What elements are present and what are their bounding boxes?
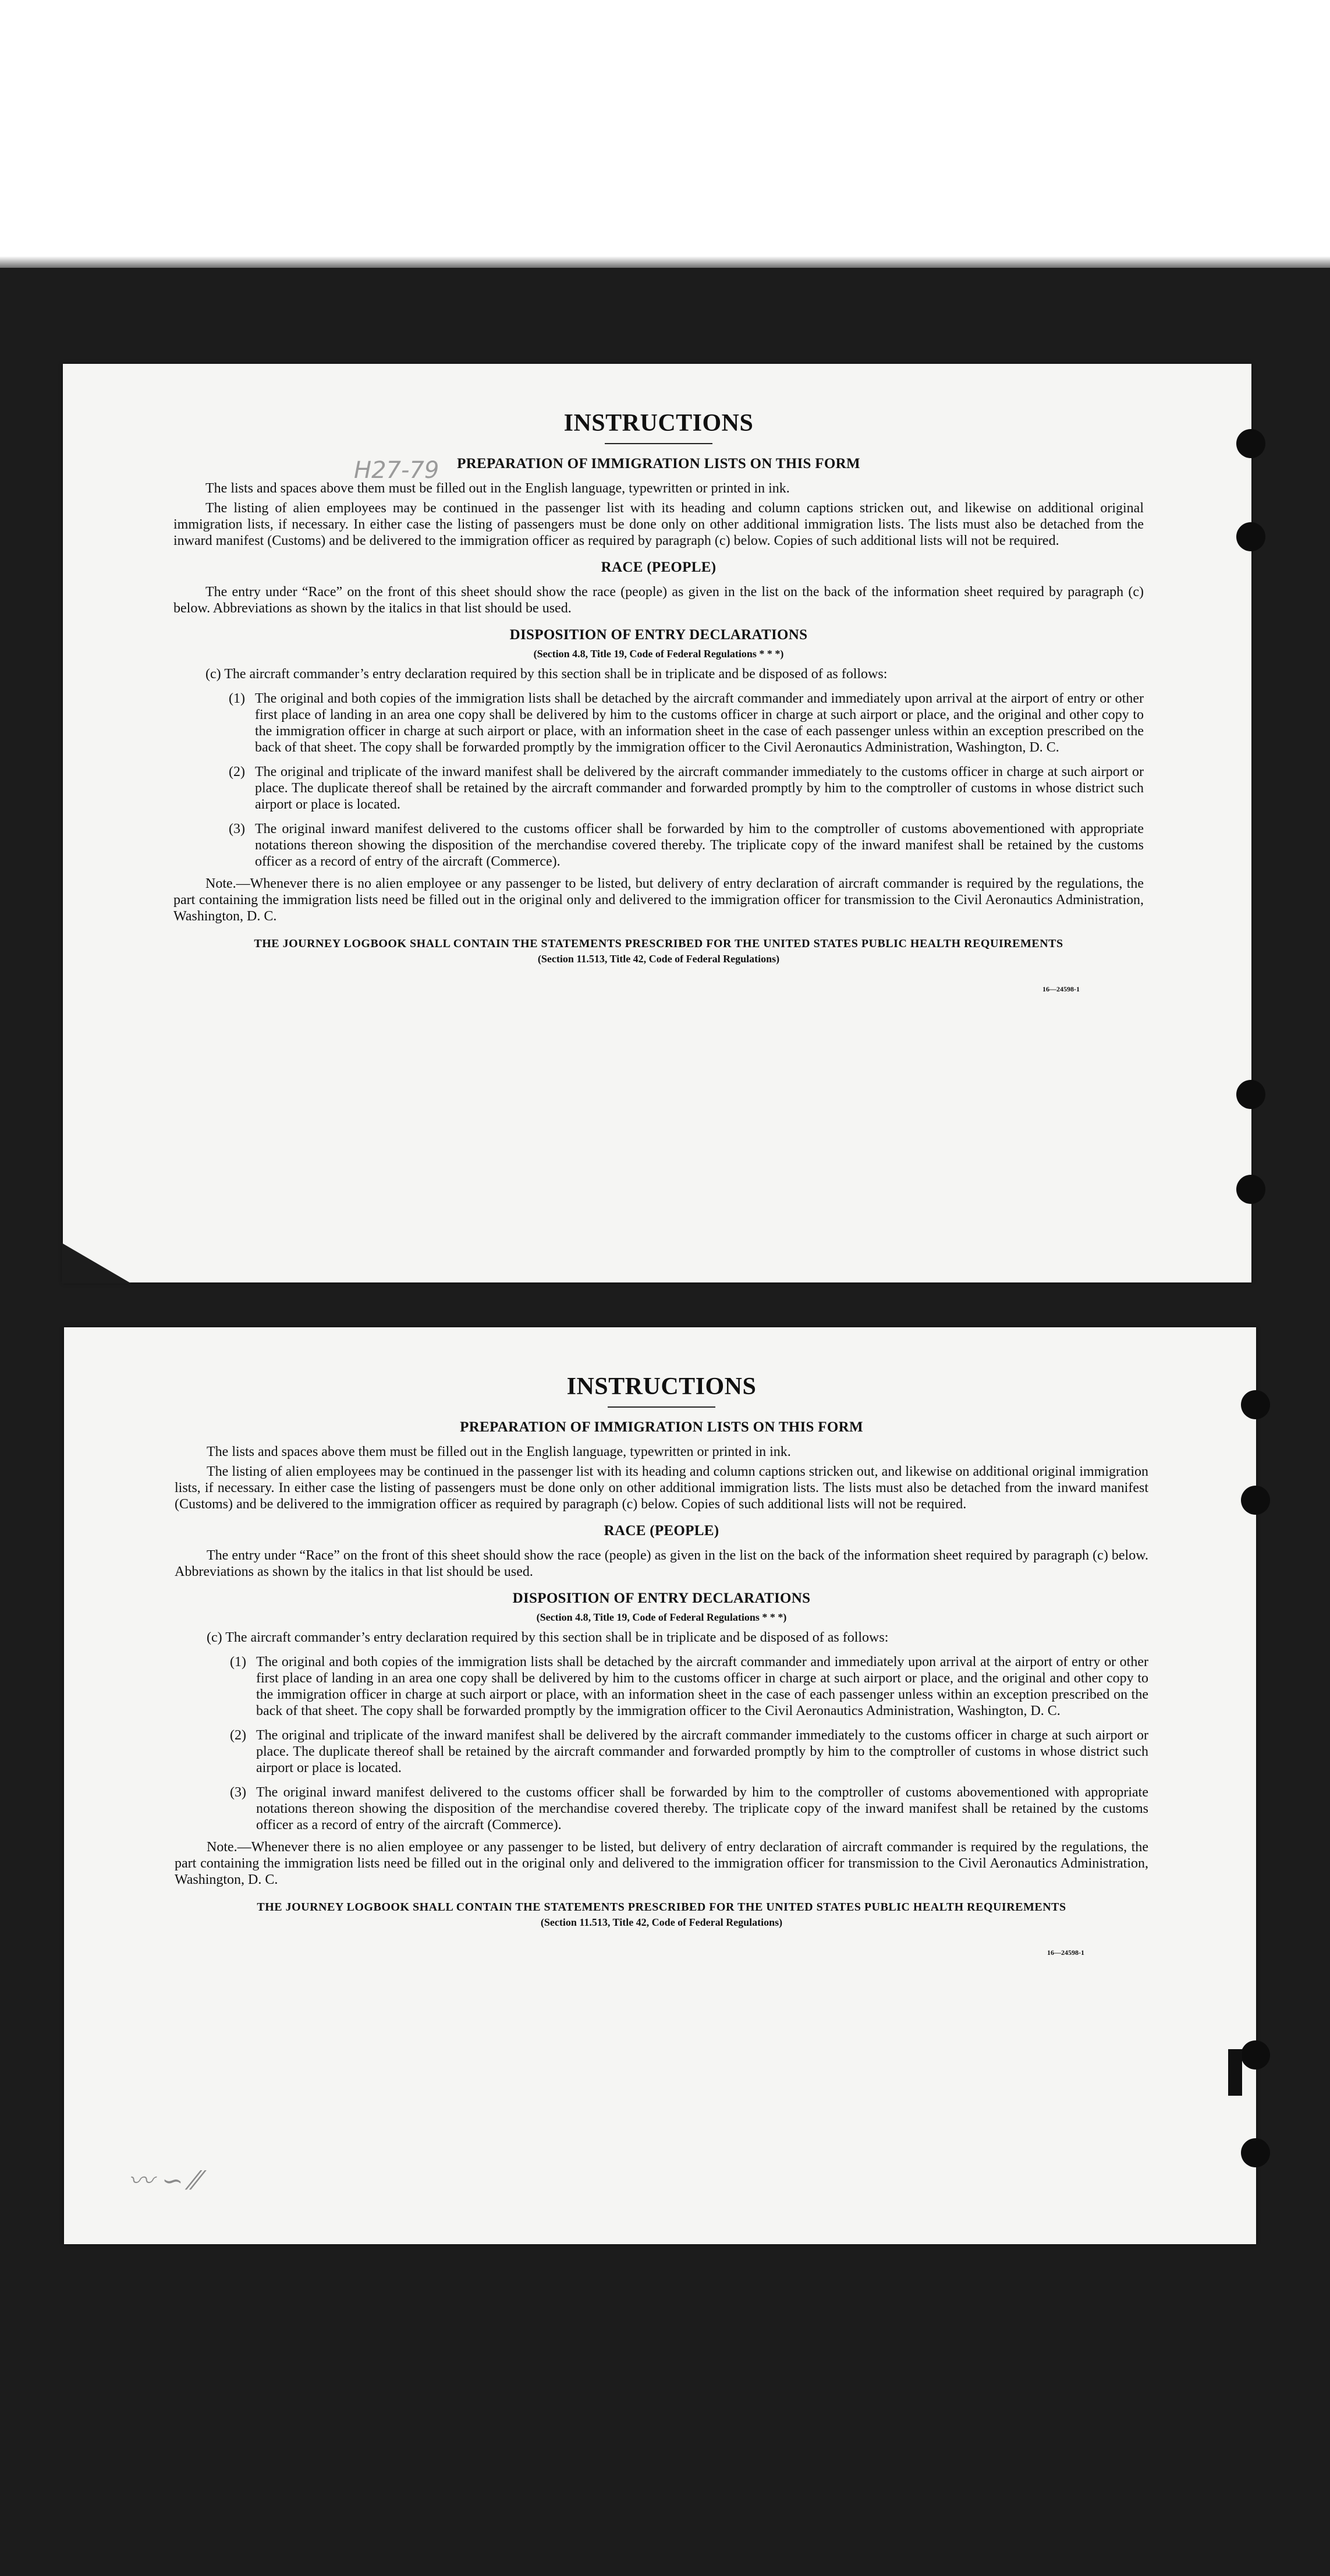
punch-hole [1236, 429, 1265, 458]
instruction-sheet-bottom [64, 1327, 1256, 2244]
list-item [230, 1784, 1148, 1833]
disposition-citation: (Section 4.8, Title 19, Code of Federal Regulations * * *) [533, 648, 784, 660]
punch-hole [1236, 522, 1265, 551]
instruction-sheet-top [63, 364, 1251, 1282]
pencil-annotation: H27-79 [354, 457, 439, 484]
punch-hole [1236, 1080, 1265, 1109]
punch-hole [1241, 2138, 1270, 2167]
paragraph-prep-2: The listing of alien employees may be continued in the passenger list with its heading and column captions stricken out, and likewise on additional original immigration lists, if necessary. In either case the listing of passengers must be done only on other additional immigration lists. The lists must also be detached from the inward manifest (Customs) and be delivered to the immigration officer as required by paragraph (c) below. Copies of such additional lists will not be required. [175, 1464, 1148, 1512]
paragraph-prep-1: The lists and spaces above them must be filled out in the English language, typewritten or printed in ink. [205, 481, 790, 496]
item-text: The original and both copies of the immigration lists shall be detached by the aircraft commander and immediately upon arrival at the airport of entry or other first place of landing in an area one copy shall be delivered by him to the customs officer in charge at such airport or place, and the original and other copy to the immigration officer in charge at such airport or place, with an information sheet in the case of each passenger unless within an exception prescribed on the back of that sheet. The copy shall be forwarded promptly by the immigration officer to the Civil Aeronautics Administration, Washington, D. C. [256, 1654, 1148, 1718]
list-item [230, 1727, 1148, 1776]
section-heading-disposition: DISPOSITION OF ENTRY DECLARATIONS [512, 1590, 811, 1606]
ink-blot [1228, 2049, 1242, 2096]
instructions-content [173, 409, 1144, 994]
paragraph-prep-1: The lists and spaces above them must be filled out in the English language, typewritten or printed in ink. [207, 1444, 791, 1459]
item-number: (3) [229, 821, 245, 837]
item-text: The original and triplicate of the inward manifest shall be delivered by the aircraft commander immediately to the customs officer in charge at such airport or place. The duplicate thereof shall be retained by the aircraft commander and forwarded promptly by him to the comptroller of customs in whose district such airport or place is located. [255, 764, 1144, 812]
item-number: (1) [229, 691, 245, 706]
section-heading-preparation: PREPARATION OF IMMIGRATION LISTS ON THIS FORM [460, 1419, 863, 1435]
list-item [229, 821, 1144, 870]
logbook-requirement: THE JOURNEY LOGBOOK SHALL CONTAIN THE STATEMENTS PRESCRIBED FOR THE UNITED STATES PUBLIC HEALTH REQUIREMENTS [254, 937, 1063, 950]
item-number: (2) [229, 764, 245, 779]
punch-hole [1241, 1486, 1270, 1515]
item-number: (1) [230, 1654, 246, 1670]
page-title: INSTRUCTIONS [566, 1373, 757, 1400]
item-text: The original and both copies of the immigration lists shall be detached by the aircraft commander and immediately upon arrival at the airport of entry or other first place of landing in an area one copy shall be delivered by him to the customs officer in charge at such airport or place, and the original and other copy to the immigration officer in charge at such airport or place, with an information sheet in the case of each passenger unless within an exception prescribed on the back of that sheet. The copy shall be forwarded promptly by the immigration officer to the Civil Aeronautics Administration, Washington, D. C. [255, 691, 1144, 755]
paragraph-race: The entry under “Race” on the front of this sheet should show the race (people) as given in the list on the back of the information sheet required by paragraph (c) below. Abbreviations as shown by the italics in that list should be used. [175, 1548, 1148, 1579]
paragraph-disposition: (c) The aircraft commander’s entry declaration required by this section shall be in triplicate and be disposed of as follows: [207, 1630, 889, 1645]
paragraph-note: Note.—Whenever there is no alien employee or any passenger to be listed, but delivery of entry declaration of aircraft commander is required by the regulations, the part containing the immigration lists need be filled out in the original only and delivered to the immigration officer for transmission to the Civil Aeronautics Administration, Washington, D. C. [175, 1840, 1148, 1887]
section-heading-race: RACE (PEOPLE) [601, 559, 717, 575]
paragraph-disposition: (c) The aircraft commander’s entry declaration required by this section shall be in triplicate and be disposed of as follows: [205, 667, 888, 682]
paragraph-note: Note.—Whenever there is no alien employee or any passenger to be listed, but delivery of entry declaration of aircraft commander is required by the regulations, the part containing the immigration lists need be filled out in the original only and delivered to the immigration officer for transmission to the Civil Aeronautics Administration, Washington, D. C. [173, 876, 1144, 924]
title-rule [608, 1406, 715, 1408]
disposition-citation: (Section 4.8, Title 19, Code of Federal Regulations * * *) [536, 1611, 787, 1623]
item-text: The original inward manifest delivered to the customs officer shall be forwarded by him to the comptroller of customs abovementioned with appropriate notations thereon showing the disposition of the merchandise covered thereby. The triplicate copy of the inward manifest shall be retained by the customs officer as a record of entry of the aircraft (Commerce). [256, 1785, 1148, 1833]
title-rule [605, 443, 712, 444]
list-item [230, 1654, 1148, 1719]
torn-corner [62, 1243, 132, 1284]
logbook-requirement: THE JOURNEY LOGBOOK SHALL CONTAIN THE STATEMENTS PRESCRIBED FOR THE UNITED STATES PUBLIC HEALTH REQUIREMENTS [257, 1901, 1066, 1914]
paragraph-race: The entry under “Race” on the front of this sheet should show the race (people) as given in the list on the back of the information sheet required by paragraph (c) below. Abbreviations as shown by the italics in that list should be used. [173, 584, 1144, 616]
punch-hole [1236, 1175, 1265, 1204]
form-number: 16—24598-1 [1047, 1948, 1084, 1957]
section-heading-disposition: DISPOSITION OF ENTRY DECLARATIONS [509, 627, 808, 643]
logbook-citation: (Section 11.513, Title 42, Code of Federal Regulations) [537, 953, 780, 965]
section-heading-race: RACE (PEOPLE) [604, 1523, 719, 1539]
item-text: The original inward manifest delivered to the customs officer shall be forwarded by him to the comptroller of customs abovementioned with appropriate notations thereon showing the disposition of the merchandise covered thereby. The triplicate copy of the inward manifest shall be retained by the customs officer as a record of entry of the aircraft (Commerce). [255, 821, 1144, 869]
punch-hole [1241, 1390, 1270, 1419]
paragraph-prep-2: The listing of alien employees may be continued in the passenger list with its heading and column captions stricken out, and likewise on additional original immigration lists, if necessary. In either case the listing of passengers must be done only on other additional immigration lists. The lists must also be detached from the inward manifest (Customs) and be delivered to the immigration officer as required by paragraph (c) below. Copies of such additional lists will not be required. [173, 501, 1144, 548]
list-item [229, 764, 1144, 813]
punch-hole [1241, 2040, 1270, 2070]
logbook-citation: (Section 11.513, Title 42, Code of Federal Regulations) [540, 1916, 783, 1928]
form-number: 16—24598-1 [1042, 985, 1080, 993]
list-item [229, 690, 1144, 756]
handwritten-scribble: 〰 ∽ ⁄⁄ [128, 2166, 200, 2196]
instructions-content [175, 1373, 1148, 1957]
item-text: The original and triplicate of the inward manifest shall be delivered by the aircraft commander immediately to the customs officer in charge at such airport or place. The duplicate thereof shall be retained by the aircraft commander and forwarded promptly by him to the comptroller of customs in whose district such airport or place is located. [256, 1728, 1148, 1776]
item-number: (2) [230, 1728, 246, 1743]
page-title: INSTRUCTIONS [563, 410, 754, 437]
section-heading-preparation: PREPARATION OF IMMIGRATION LISTS ON THIS FORM [457, 456, 860, 472]
item-number: (3) [230, 1785, 246, 1800]
